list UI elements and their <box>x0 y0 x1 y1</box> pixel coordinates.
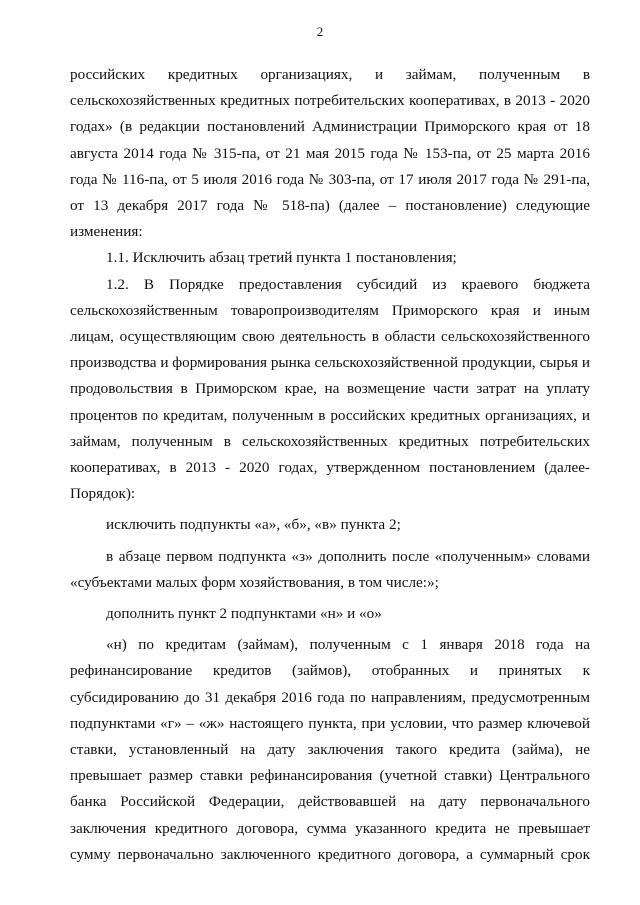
paragraph-intro-continuation: российских кредитных организациях, и займам, полученным в сельскохозяйственных кредитных потребительских кооперативах, в 2013 - 2020 годах» (в редакции постановлений Администрации Приморского края от 18 августа 2014 года № 315-па, от 21 мая 2015 года № 153-па, от 25 марта 2016 года № 116-па, от 5 июля 2016 года № 303-па, от 17 июля 2017 года № 291-па, от 13 декабря 2017 года № 518-па) (далее – постановление) следующие изменения: <box>70 66 590 241</box>
paragraph-amend-subitem-z: в абзаце первом подпункта «з» дополнить после «полученным» словами «субъектами малых форм хозяйствования, в том числе:»; <box>70 547 590 591</box>
paragraph-item-1-2: 1.2. В Порядке предоставления субсидий из краевого бюджета сельскохозяйственным товаропроизводителям Приморского края и иным лицам, осуществляющим свою деятельность в области сельскохозяйственного производства и формирования рынка сельскохозяйственной продукции, сырья и продовольствия в Приморском крае, на возмещение части затрат на уплату процентов по кредитам, полученным в российских кредитных организациях, и займам, полученным в сельскохозяйственных кредитных потребительских кооперативах, в 2013 - 2020 годах, утвержденном постановлением (далее- Порядок): <box>70 275 590 503</box>
paragraph-add-subitems: дополнить пункт 2 подпунктами «н» и «о» <box>106 605 382 623</box>
page-number: 2 <box>316 24 324 39</box>
paragraph-item-1-1: 1.1. Исключить абзац третий пункта 1 постановления; <box>106 249 457 267</box>
document-body <box>70 62 590 868</box>
paragraph-exclude-subitems: исключить подпункты «а», «б», «в» пункта 2; <box>106 516 401 534</box>
paragraph-subitem-n: «н) по кредитам (займам), полученным с 1 января 2018 года на рефинансирование кредитов (займов), отобранных и принятых к субсидированию до 31 декабря 2016 года по направлениям, предусмотренным подпунктами «г» – «ж» настоящего пункта, при условии, что размер ключевой ставки, установленный на дату заключения такого кредита (займа), не превышает размер ставки рефинансирования (учетной ставки) Центрального банка Российской Федерации, действовавшей на дату первоначального заключения кредитного договора, сумма указанного кредита не превышает сумму первоначально заключенного кредитного договора, а суммарный срок <box>70 636 590 863</box>
